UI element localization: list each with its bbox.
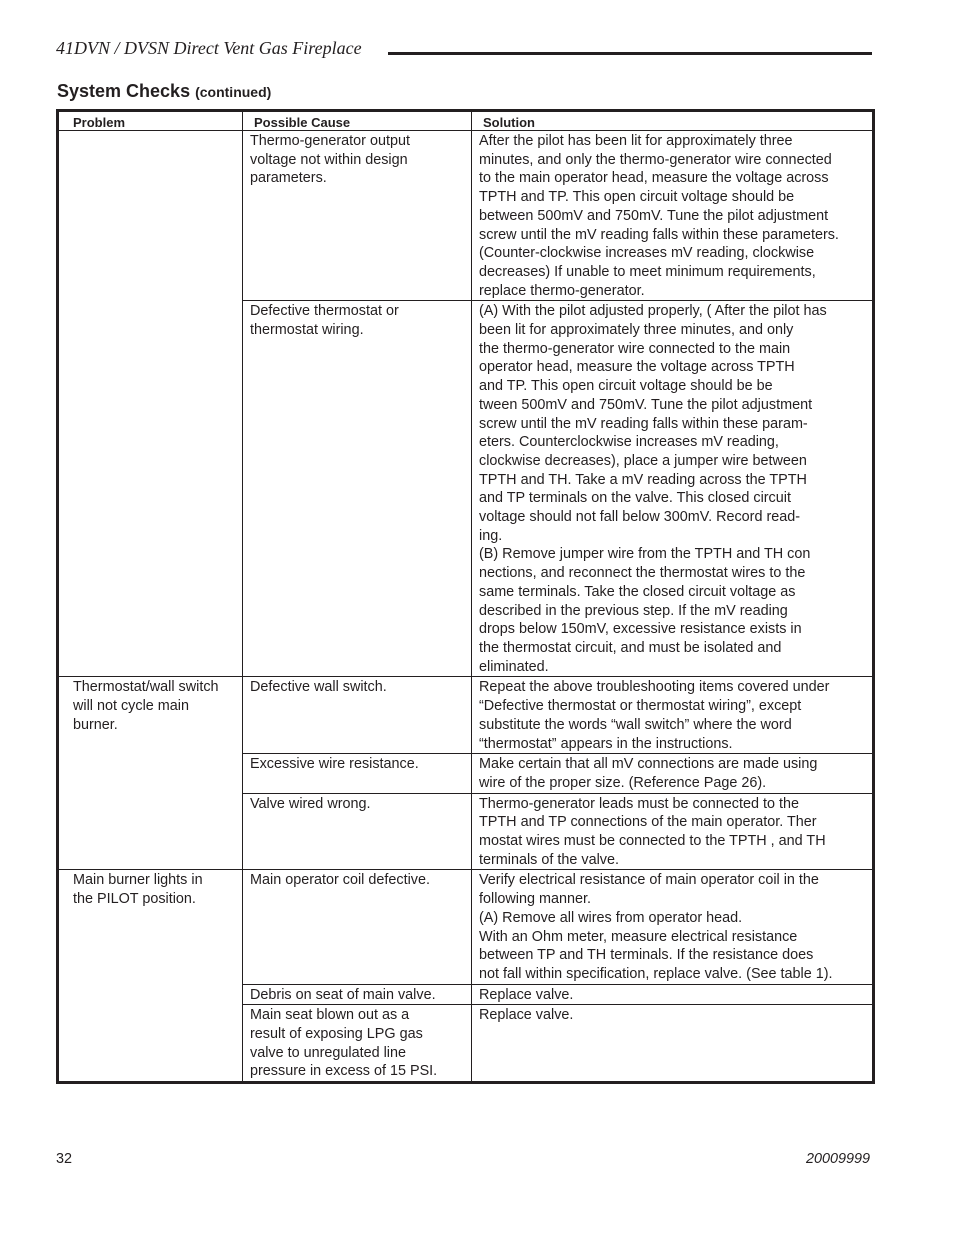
cell-cause: Thermo-generator output voltage not within design parameters.	[243, 131, 472, 301]
cell-problem: Thermostat/wall switch will not cycle main burner.	[58, 677, 243, 870]
section-title	[57, 81, 271, 102]
page-header	[56, 38, 872, 62]
page-number: 32	[56, 1151, 73, 1167]
table-row	[58, 131, 874, 301]
cell-cause: Defective wall switch.	[243, 677, 472, 754]
cell-problem	[58, 131, 243, 677]
document-title: 41DVN / DVSN Direct Vent Gas Fireplace	[56, 38, 362, 58]
column-header-cause: Possible Cause	[243, 111, 472, 131]
cell-solution: Repeat the above troubleshooting items covered under “Defective thermostat or thermostat wiring”, except substitute the words “wall switch” where the word “thermostat” appears in the instructions.	[472, 677, 874, 754]
cell-solution: Verify electrical resistance of main operator coil in the following manner. (A) Remove all wires from operator head. With an Ohm meter, measure electrical resistance between TP and TH terminals. If the resistance does not fall within specification, replace valve. (See table 1).	[472, 870, 874, 984]
header-rule	[388, 52, 872, 55]
table-header-row	[58, 111, 874, 131]
cell-solution: Thermo-generator leads must be connected to the TPTH and TP connections of the main operator. Ther mostat wires must be connected to the TPTH , and TH terminals of the valve.	[472, 793, 874, 870]
troubleshooting-table	[56, 109, 875, 1084]
cell-cause: Excessive wire resistance.	[243, 754, 472, 793]
cell-solution: After the pilot has been lit for approximately three minutes, and only the thermo-generator wire connected to the main operator head, measure the voltage across TPTH and TP. This open circuit voltage should be between 500mV and 750mV. Tune the pilot adjustment screw until the mV reading falls within these parameters. (Counter-clockwise increases mV reading, clockwise decreases) If unable to meet minimum requirements, replace thermo-generator.	[472, 131, 874, 301]
cell-solution: (A) With the pilot adjusted properly, ( After the pilot has been lit for approximately three minutes, and only the thermo-generator wire connected to the main operator head, measure the voltage across TPTH and TP. This open circuit voltage should be be tween 500mV and 750mV. Tune the pilot adjustment screw until the mV reading falls within these param- eters. Counterclockwise increases mV reading, clockwise decreases), place a jumper wire between TPTH and TH. Take a mV reading across the TPTH and TP terminals on the valve. This closed circuit voltage should not fall below 300mV. Record read- ing. (B) Remove jumper wire from the TPTH and TH con nections, and reconnect the thermostat wires to the same terminals. Take the closed circuit voltage as described in the previous step. If the mV reading drops below 150mV, excessive resistance exists in the thermostat circuit, and must be isolated and eliminated.	[472, 301, 874, 677]
document-number: 20009999	[805, 1151, 870, 1167]
section-continued-label: (continued)	[195, 84, 272, 100]
column-header-problem: Problem	[58, 111, 243, 131]
cell-problem: Main burner lights in the PILOT position.	[58, 870, 243, 1083]
cell-solution: Make certain that all mV connections are made using wire of the proper size. (Reference Page 26).	[472, 754, 874, 793]
cell-cause: Main seat blown out as a result of exposing LPG gas valve to unregulated line pressure in excess of 15 PSI.	[243, 1005, 472, 1083]
column-header-solution: Solution	[472, 111, 874, 131]
table-row	[58, 677, 874, 754]
table-row	[58, 870, 874, 984]
cell-cause: Debris on seat of main valve.	[243, 984, 472, 1005]
section-title-text: System Checks	[57, 81, 191, 101]
cell-solution: Replace valve.	[472, 1005, 874, 1083]
cell-solution: Replace valve.	[472, 984, 874, 1005]
cell-cause: Defective thermostat or thermostat wiring.	[243, 301, 472, 677]
cell-cause: Main operator coil defective.	[243, 870, 472, 984]
cell-cause: Valve wired wrong.	[243, 793, 472, 870]
